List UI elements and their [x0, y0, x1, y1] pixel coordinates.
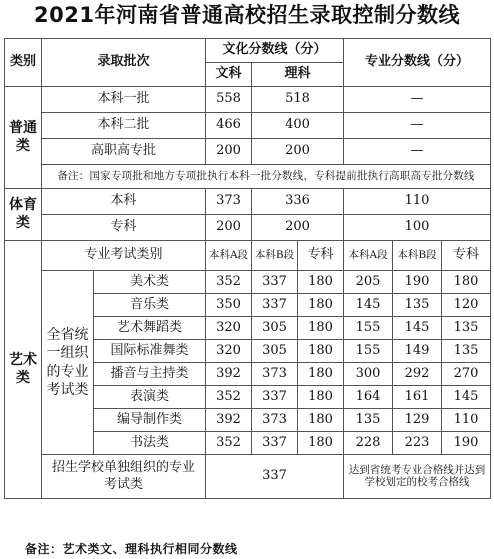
general-liberal-1: 558	[206, 87, 252, 113]
art-col-b-major: 本科B段	[393, 241, 442, 271]
art-col-zk-major: 专科	[442, 241, 491, 271]
art-cell: 135	[442, 340, 491, 363]
header-science: 理科	[252, 63, 344, 87]
art-cell: 337	[252, 294, 298, 317]
art-cell: 145	[344, 294, 393, 317]
header-batch: 录取批次	[42, 39, 206, 87]
art-cell: 180	[298, 317, 344, 340]
art-col-b-culture: 本科B段	[252, 241, 298, 271]
art-cell: 320	[206, 317, 252, 340]
score-table	[4, 38, 491, 499]
sports-major-2: 100	[344, 215, 491, 241]
footer-note: 备注：艺术类文、理科执行相同分数线	[25, 542, 238, 556]
art-cell: 350	[206, 294, 252, 317]
header-major-score: 专业分数线（分）	[344, 39, 491, 87]
art-row-name: 艺术舞蹈类	[94, 317, 206, 340]
art-col-a-major: 本科A段	[344, 241, 393, 271]
art-row-name: 音乐类	[94, 294, 206, 317]
art-cell: 110	[442, 409, 491, 432]
general-science-1: 518	[252, 87, 344, 113]
general-label: 普通类	[5, 87, 42, 189]
art-cell: 352	[206, 271, 252, 294]
art-cell: 305	[252, 317, 298, 340]
art-independent-major: 达到省统考专业合格线并达到学校划定的校考合格线	[344, 455, 491, 499]
art-cell: 223	[393, 432, 442, 455]
art-cell: 392	[206, 409, 252, 432]
art-cell: 337	[252, 432, 298, 455]
art-col-zk-culture: 专科	[298, 241, 344, 271]
art-cell: 373	[252, 409, 298, 432]
art-cell: 180	[298, 409, 344, 432]
general-batch-1: 本科一批	[42, 87, 206, 113]
general-major-3: —	[344, 139, 491, 165]
art-cell: 180	[298, 294, 344, 317]
sports-liberal-1: 373	[206, 189, 252, 215]
art-cell: 190	[442, 432, 491, 455]
page-title: 2021年河南省普通高校招生录取控制分数线	[34, 3, 460, 27]
art-cell: 190	[393, 271, 442, 294]
art-cell: 161	[393, 386, 442, 409]
art-cell: 320	[206, 340, 252, 363]
sports-major-1: 110	[344, 189, 491, 215]
art-cell: 392	[206, 363, 252, 386]
art-cell: 352	[206, 386, 252, 409]
art-row-name: 播音与主持类	[94, 363, 206, 386]
art-cell: 292	[393, 363, 442, 386]
art-cell: 337	[252, 386, 298, 409]
art-unified-label: 全省统一组织的专业考试类	[42, 271, 94, 455]
general-major-1: —	[344, 87, 491, 113]
art-cell: 129	[393, 409, 442, 432]
general-science-2: 400	[252, 113, 344, 139]
header-category: 类别	[5, 39, 42, 87]
art-cell: 373	[252, 363, 298, 386]
art-cell: 180	[298, 363, 344, 386]
general-note: 备注：国家专项批和地方专项批执行本科一批分数线，专科提前批执行高职高专批分数线	[42, 165, 491, 189]
sports-liberal-2: 200	[206, 215, 252, 241]
art-cell: 180	[298, 271, 344, 294]
art-cell: 180	[298, 432, 344, 455]
art-exam-type-header: 专业考试类别	[42, 241, 206, 271]
art-row-name: 美术类	[94, 271, 206, 294]
art-col-a-culture: 本科A段	[206, 241, 252, 271]
art-cell: 180	[298, 386, 344, 409]
art-cell: 180	[298, 340, 344, 363]
art-cell: 145	[442, 386, 491, 409]
art-cell: 352	[206, 432, 252, 455]
general-science-3: 200	[252, 139, 344, 165]
art-cell: 205	[344, 271, 393, 294]
sports-batch-1: 本科	[42, 189, 206, 215]
art-row-name: 书法类	[94, 432, 206, 455]
art-cell: 149	[393, 340, 442, 363]
art-row-name: 表演类	[94, 386, 206, 409]
art-cell: 135	[442, 317, 491, 340]
sports-batch-2: 专科	[42, 215, 206, 241]
art-cell: 270	[442, 363, 491, 386]
general-batch-3: 高职高专批	[42, 139, 206, 165]
art-cell: 135	[344, 409, 393, 432]
general-major-2: —	[344, 113, 491, 139]
sports-science-2: 200	[252, 215, 344, 241]
art-cell: 135	[393, 294, 442, 317]
general-batch-2: 本科二批	[42, 113, 206, 139]
art-cell: 337	[252, 271, 298, 294]
art-independent-label: 招生学校单独组织的专业考试类	[42, 455, 206, 499]
general-liberal-2: 466	[206, 113, 252, 139]
art-independent-score: 337	[206, 455, 344, 499]
sports-science-1: 336	[252, 189, 344, 215]
art-cell: 155	[344, 340, 393, 363]
header-culture-score: 文化分数线（分）	[206, 39, 344, 63]
art-cell: 180	[442, 271, 491, 294]
general-liberal-3: 200	[206, 139, 252, 165]
art-label: 艺术类	[5, 241, 42, 499]
art-cell: 164	[344, 386, 393, 409]
header-liberal: 文科	[206, 63, 252, 87]
art-cell: 228	[344, 432, 393, 455]
art-cell: 120	[442, 294, 491, 317]
art-cell: 155	[344, 317, 393, 340]
art-row-name: 编导制作类	[94, 409, 206, 432]
art-cell: 300	[344, 363, 393, 386]
sports-label: 体育类	[5, 189, 42, 241]
art-cell: 145	[393, 317, 442, 340]
art-cell: 305	[252, 340, 298, 363]
art-row-name: 国际标准舞类	[94, 340, 206, 363]
